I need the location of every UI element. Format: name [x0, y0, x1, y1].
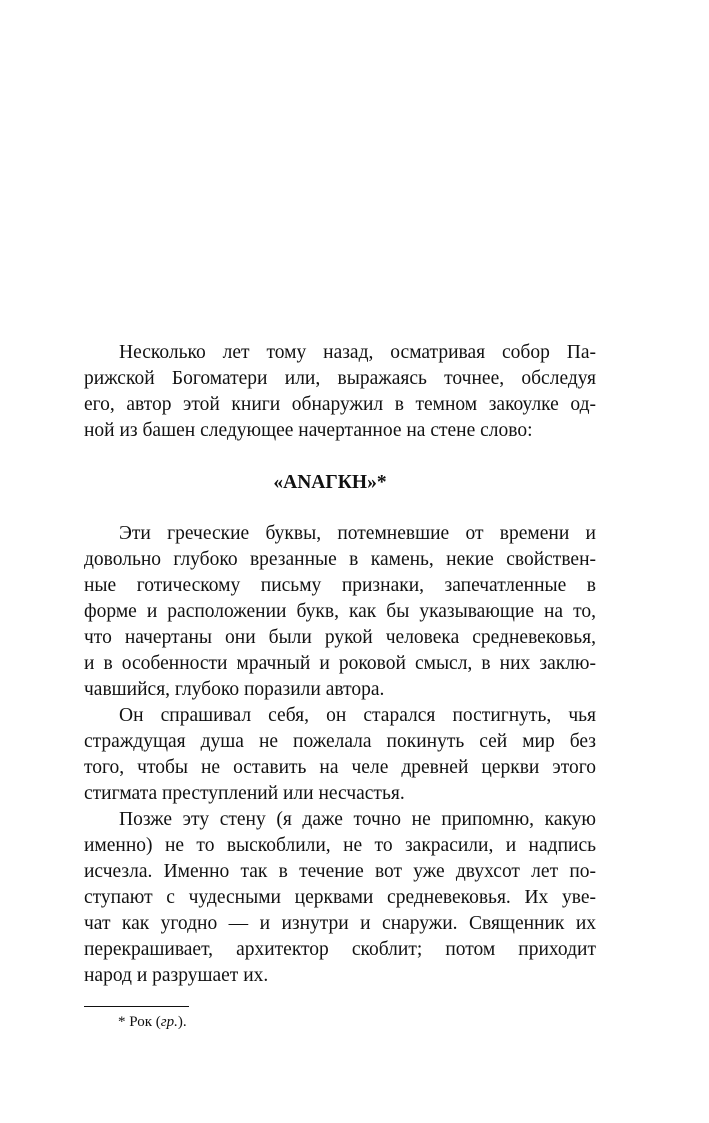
text-line: Он спрашивал себя, он старался постигнуть, чья: [119, 705, 596, 726]
footnote-italic: гр.: [160, 1014, 178, 1030]
text-line: Эти греческие буквы, потемневшие от времени и: [119, 523, 596, 544]
text-line: того, чтобы не оставить на челе древней церкви этого: [84, 757, 596, 778]
text-line: чат как угодно — и изнутри и снаружи. Священник их: [84, 913, 596, 934]
text-line: страждущая душа не пожелала покинуть сей мир без: [84, 731, 596, 752]
text-line: стигмата преступлений или несчастья.: [84, 783, 405, 804]
paragraph-4: [84, 807, 596, 989]
text-line: и в особенности мрачный и роковой смысл, в них заклю-: [84, 653, 596, 674]
text-line: народ и разрушает их.: [84, 965, 269, 986]
text-line: исчезла. Именно так в течение вот уже двухсот лет по-: [84, 861, 596, 882]
paragraph-3: [84, 703, 596, 807]
text-line: его, автор этой книги обнаружил в темном закоулке од-: [84, 394, 596, 415]
text-line: рижской Богоматери или, выражаясь точнее, обследуя: [84, 368, 596, 389]
text-line: перекрашивает, архитектор скоблит; потом приходит: [84, 939, 596, 960]
text-line: что начертаны они были рукой человека средневековья,: [84, 627, 596, 648]
footnote-divider: [84, 1006, 189, 1007]
text-line: именно) не то выскоблили, не то закрасили, и надпись: [84, 835, 596, 856]
footnote-suffix: ).: [177, 1014, 187, 1030]
text-line: Несколько лет тому назад, осматривая собор Па-: [119, 342, 596, 363]
footnote: [118, 1012, 187, 1032]
text-line: ступают с чудесными церквами средневековья. Их уве-: [84, 887, 596, 908]
text-line: Позже эту стену (я даже точно не припомню, какую: [119, 809, 596, 830]
inscription-heading: «ΑΝΑГКН»*: [273, 472, 387, 493]
paragraph-2: [84, 521, 596, 703]
page-body: [84, 340, 596, 989]
footnote-prefix: * Рок (: [118, 1014, 161, 1030]
paragraph-1: [84, 340, 596, 444]
text-line: ные готическому письму признаки, запечатленные в: [84, 575, 596, 596]
text-line: ной из башен следующее начертанное на стене слово:: [84, 420, 533, 441]
text-line: чавшийся, глубоко поразили автора.: [84, 679, 385, 700]
text-line: довольно глубоко врезанные в камень, некие свойствен-: [84, 549, 596, 570]
text-line: форме и расположении букв, как бы указывающие на то,: [84, 601, 596, 622]
